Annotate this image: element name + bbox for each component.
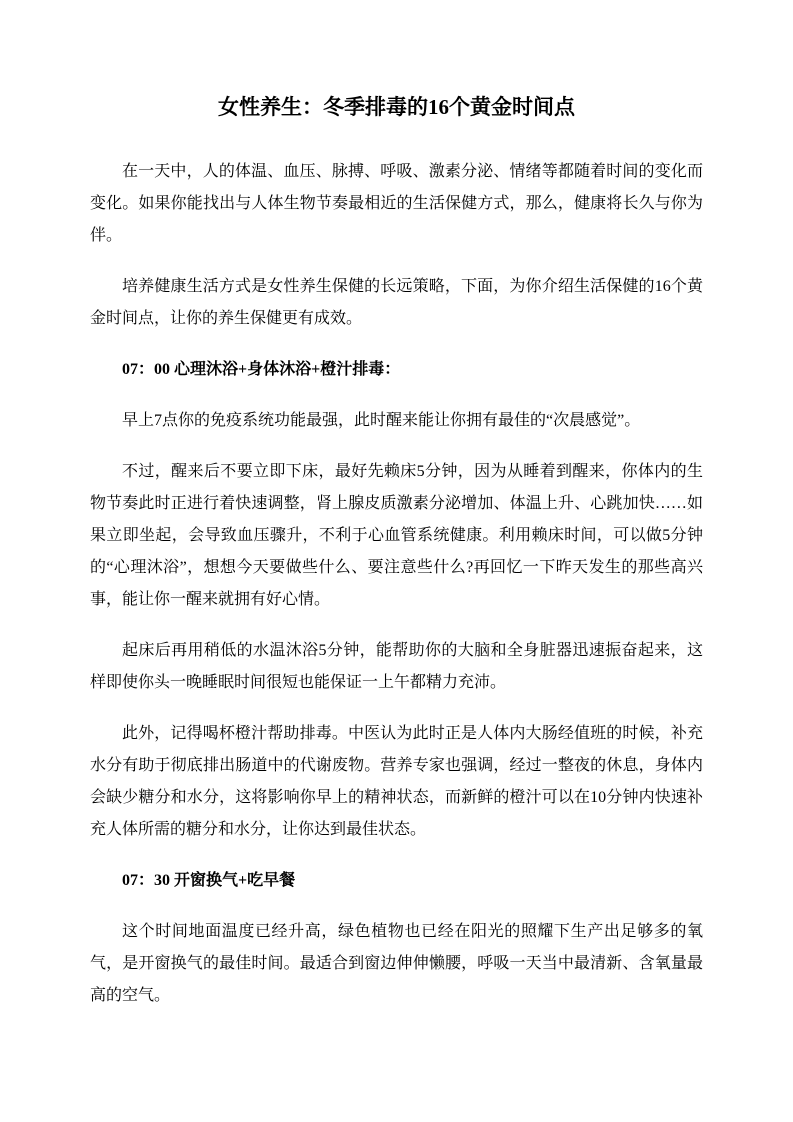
document-title: 女性养生：冬季排毒的16个黄金时间点	[218, 95, 575, 119]
section-heading-0730: 07：30 开窗换气+吃早餐	[122, 872, 296, 889]
paragraph-0730-1: 这个时间地面温度已经升高，绿色植物也已经在阳光的照耀下生产出足够多的氧气，是开窗换气的最佳时间。最适合到窗边伸伸懒腰，呼吸一天当中最清新、含氧量最高的空气。	[90, 923, 703, 1004]
paragraph-intro-2: 培养健康生活方式是女性养生保健的长远策略，下面，为你介绍生活保健的16个黄金时间点，让你的养生保健更有成效。	[90, 278, 703, 327]
paragraph-0700-3: 起床后再用稍低的水温沐浴5分钟，能帮助你的大脑和全身脏器迅速振奋起来，这样即使你头一晚睡眠时间很短也能保证一上午都精力充沛。	[90, 642, 703, 691]
paragraph-0700-4: 此外，记得喝杯橙汁帮助排毒。中医认为此时正是人体内大肠经值班的时候，补充水分有助于彻底排出肠道中的代谢废物。营养专家也强调，经过一整夜的休息，身体内会缺少糖分和水分，这将影响你早上的精神状态，而新鲜的橙汁可以在10分钟内快速补充人体所需的糖分和水分，让你达到最佳状态。	[90, 725, 703, 838]
section-heading-0700: 07：00 心理沐浴+身体沐浴+橙汁排毒：	[122, 361, 401, 378]
paragraph-0700-2: 不过，醒来后不要立即下床，最好先赖床5分钟，因为从睡着到醒来，你体内的生物节奏此时正进行着快速调整，肾上腺皮质激素分泌增加、体温上升、心跳加快……如果立即坐起，会导致血压骤升，不利于心血管系统健康。利用赖床时间，可以做5分钟的“心理沐浴”，想想今天要做些什么、要注意些什么?再回忆一下昨天发生的那些高兴事，能让你一醒来就拥有好心情。	[90, 463, 703, 608]
paragraph-0700-1: 早上7点你的免疫系统功能最强，此时醒来能让你拥有最佳的“次晨感觉”。	[122, 412, 641, 429]
paragraph-intro-1: 在一天中，人的体温、血压、脉搏、呼吸、激素分泌、情绪等都随着时间的变化而变化。如果你能找出与人体生物节奏最相近的生活保健方式，那么，健康将长久与你为伴。	[90, 163, 703, 244]
